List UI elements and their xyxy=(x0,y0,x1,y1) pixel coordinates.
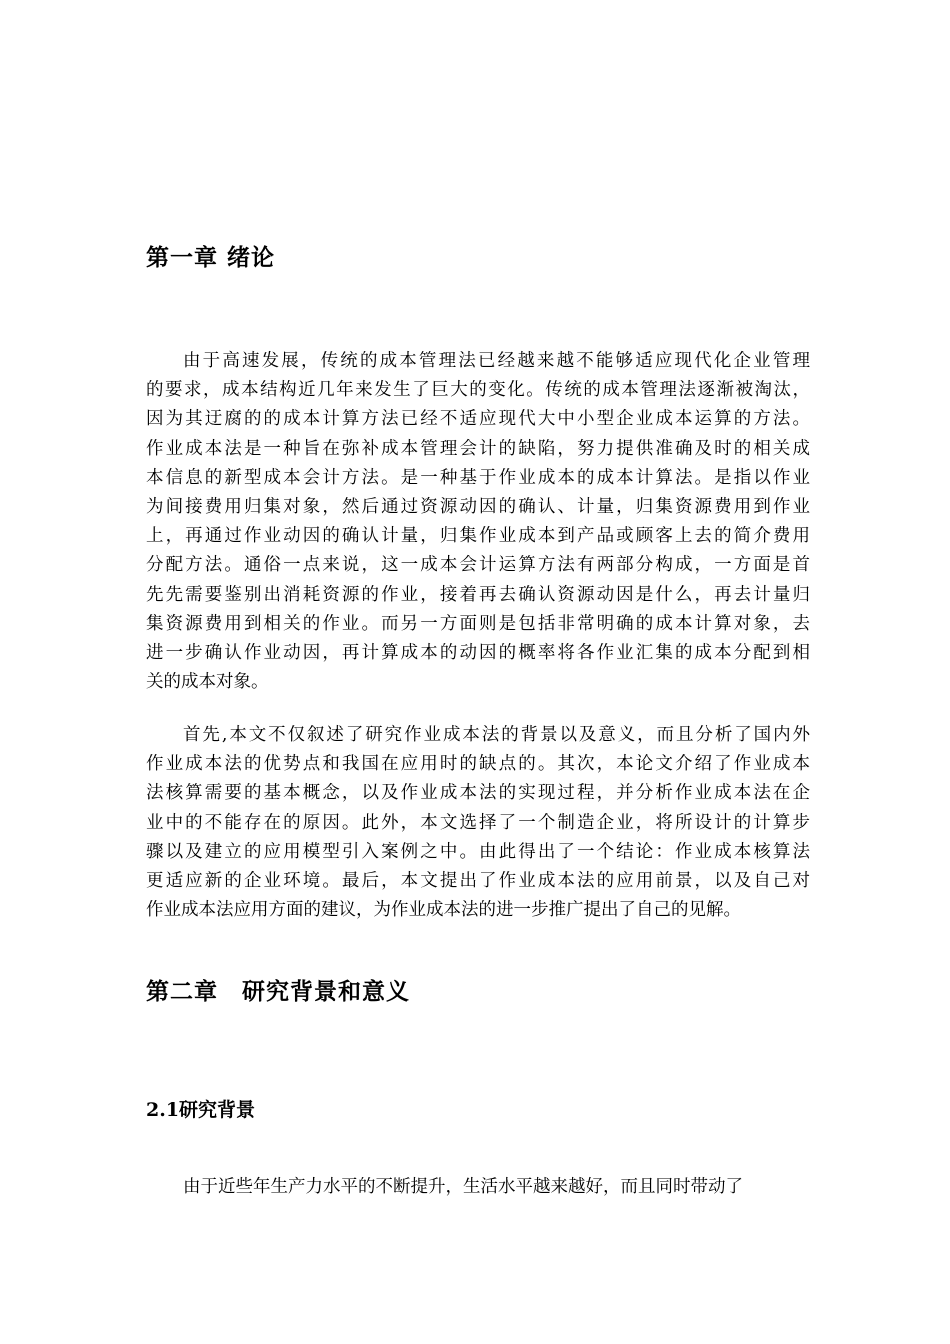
text-line: 为间接费用归集对象，然后通过资源动因的确认、计量，归集资源费用到作业 xyxy=(146,496,810,517)
text-line: 分配方法。通俗一点来说，这一成本会计运算方法有两部分构成，一方面是首 xyxy=(146,555,810,576)
text-line: 进一步确认作业动因，再计算成本的动因的概率将各作业汇集的成本分配到相 xyxy=(146,642,810,663)
text-line: 上，再通过作业动因的确认计量，归集作业成本到产品或顾客上去的简介费用 xyxy=(146,526,810,547)
chapter-1-paragraph-2 xyxy=(146,721,810,925)
text-line: 作业成本法是一种旨在弥补成本管理会计的缺陷，努力提供准确及时的相关成 xyxy=(146,438,810,459)
text-line: 由于近些年生产力水平的不断提升，生活水平越来越好，而且同时带动了 xyxy=(183,1177,743,1197)
text-line: 作业成本法的优势点和我国在应用时的缺点的。其次，本论文介绍了作业成本 xyxy=(146,754,810,775)
text-line: 作业成本法应用方面的建议，为作业成本法的进一步推广提出了自己的见解。 xyxy=(146,900,741,921)
chapter-1-paragraph-1 xyxy=(146,347,810,697)
text-line: 首先,本文不仅叙述了研究作业成本法的背景以及意义，而且分析了国内外 xyxy=(183,725,810,745)
text-line: 先先需要鉴别出消耗资源的作业，接着再去确认资源动因是什么，再去计量归 xyxy=(146,584,810,605)
text-line: 由于高速发展，传统的成本管理法已经越来越不能够适应现代化企业管理 xyxy=(183,351,810,371)
section-2-1-paragraph-1 xyxy=(146,1173,810,1202)
section-2-1-title: 2.1研究背景 xyxy=(146,1099,256,1121)
text-line: 法核算需要的基本概念，以及作业成本法的实现过程，并分析作业成本法在企 xyxy=(146,783,810,804)
text-line: 本信息的新型成本会计方法。是一种基于作业成本的成本计算法。是指以作业 xyxy=(146,467,810,488)
text-line: 因为其迂腐的的成本计算方法已经不适应现代大中小型企业成本运算的方法。 xyxy=(146,409,810,430)
text-line: 的要求，成本结构近几年来发生了巨大的变化。传统的成本管理法逐渐被淘汰， xyxy=(146,380,810,401)
text-line: 骤以及建立的应用模型引入案例之中。由此得出了一个结论：作业成本核算法 xyxy=(146,841,810,862)
text-line: 关的成本对象。 xyxy=(146,672,269,693)
chapter-2-title: 第二章 研究背景和意义 xyxy=(146,978,410,1005)
text-line: 更适应新的企业环境。最后，本文提出了作业成本法的应用前景，以及自己对 xyxy=(146,870,810,891)
chapter-1-title: 第一章 绪论 xyxy=(146,244,276,271)
text-line: 业中的不能存在的原因。此外，本文选择了一个制造企业，将所设计的计算步 xyxy=(146,812,810,833)
text-line: 集资源费用到相关的作业。而另一方面则是包括非常明确的成本计算对象，去 xyxy=(146,613,810,634)
